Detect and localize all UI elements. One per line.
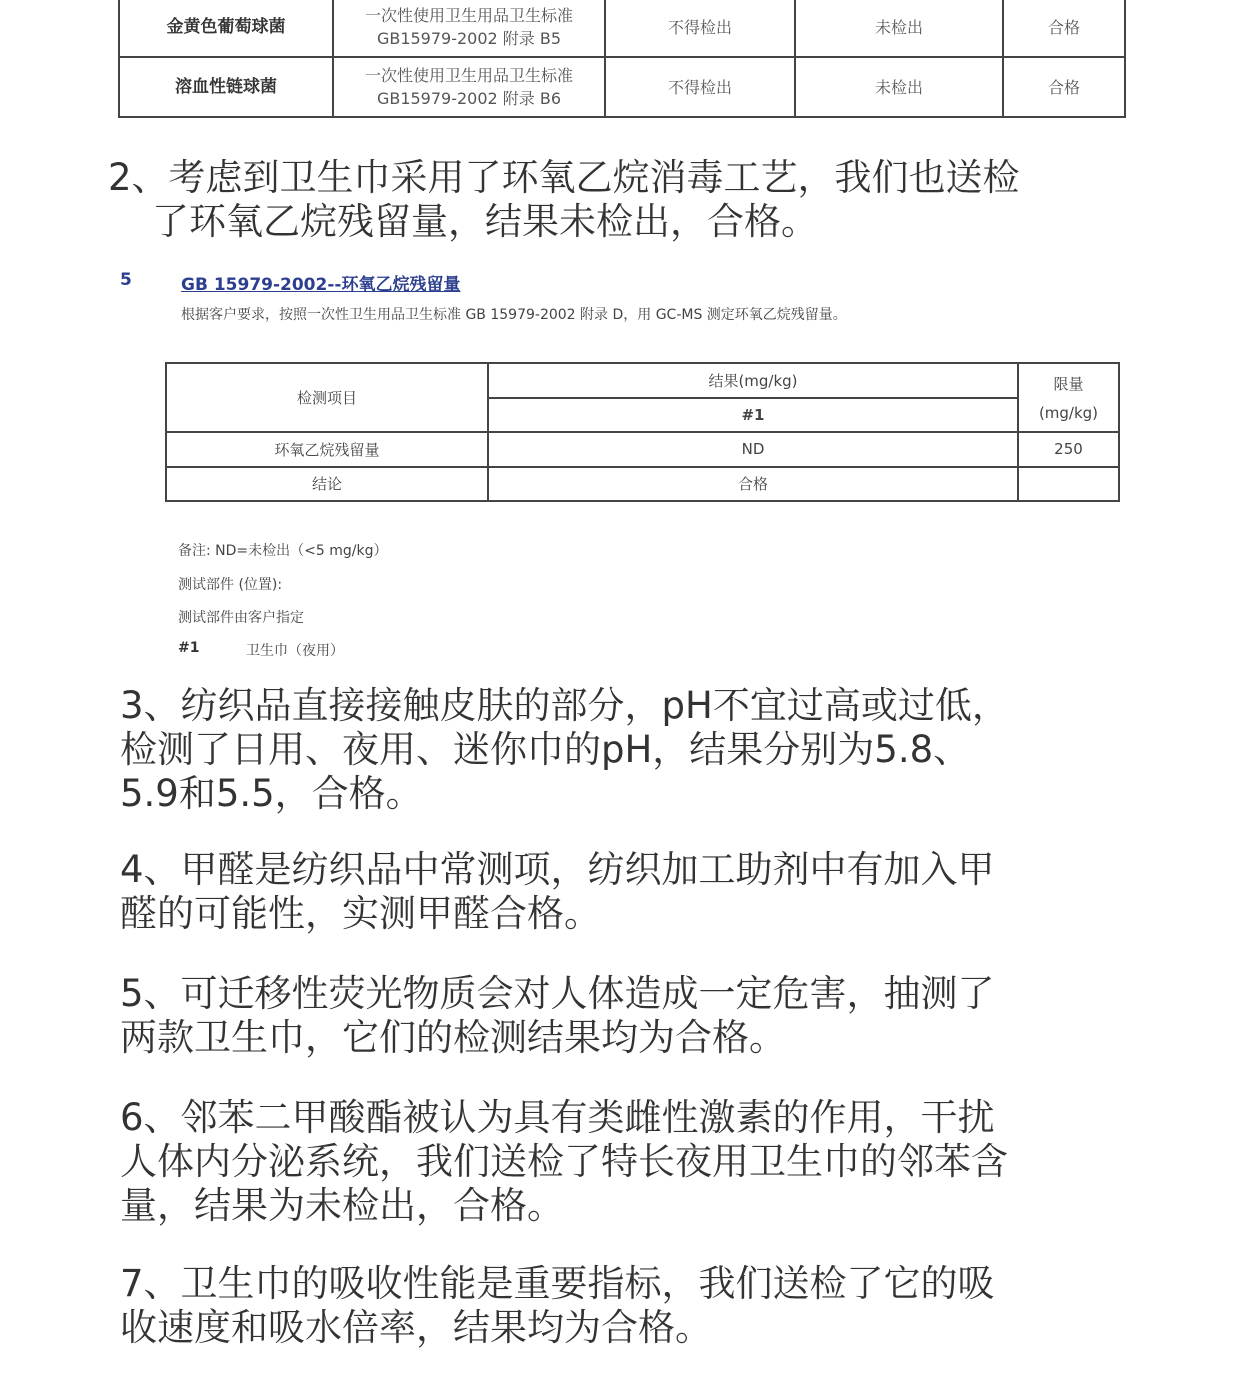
paragraph-line: 了环氧乙烷残留量，结果未检出，合格。	[152, 200, 818, 243]
paragraph-line: 7、卫生巾的吸收性能是重要指标，我们送检了它的吸	[120, 1262, 995, 1305]
paragraph-line: 3、纺织品直接接触皮肤的部分，pH不宜过高或过低，	[120, 684, 1009, 727]
standard-name: 一次性使用卫生用品卫生标准	[364, 66, 573, 85]
header-result: 结果(mg/kg)	[488, 363, 1018, 398]
standard-cell	[333, 0, 605, 57]
verdict-cell: 合格	[1003, 0, 1125, 57]
paragraph-line: 2、考虑到卫生巾采用了环氧乙烷消毒工艺，我们也送检	[108, 156, 1020, 199]
requirement-cell: 不得检出	[605, 0, 795, 57]
note-remark: 备注: ND=未检出（<5 mg/kg）	[178, 543, 388, 559]
row-limit: 250	[1018, 432, 1119, 467]
standard-code: GB15979-2002 附录 B5	[376, 29, 562, 48]
paragraph-line: 人体内分泌系统，我们送检了特长夜用卫生巾的邻苯含	[120, 1140, 1008, 1183]
table-row	[166, 467, 1119, 502]
header-test-item: 检测项目	[166, 363, 488, 432]
table-row	[166, 363, 1119, 398]
section-number: 5	[120, 270, 132, 290]
paragraph-line: 收速度和吸水倍率，结果均为合格。	[120, 1306, 712, 1349]
paragraph-line: 5.9和5.5，合格。	[120, 772, 423, 815]
paragraph-line: 量，结果为未检出，合格。	[120, 1184, 564, 1227]
header-limit-label: 限量	[1053, 375, 1084, 393]
paragraph-4	[120, 848, 995, 936]
table-row	[119, 0, 1125, 57]
standard-name: 一次性使用卫生用品卫生标准	[364, 6, 573, 25]
paragraph-line: 4、甲醛是纺织品中常测项，纺织加工助剂中有加入甲	[120, 848, 995, 891]
test-item-cell: 金黄色葡萄球菌	[119, 0, 333, 57]
standard-code: GB15979-2002 附录 B6	[376, 89, 562, 108]
result-cell: 未检出	[795, 0, 1003, 57]
section-title: GB 15979-2002--环氧乙烷残留量	[181, 275, 461, 295]
conclusion-limit-empty	[1018, 467, 1119, 502]
header-limit	[1018, 363, 1119, 432]
verdict-cell: 合格	[1003, 57, 1125, 117]
paragraph-line: 两款卫生巾，它们的检测结果均为合格。	[120, 1016, 786, 1059]
note-sample-desc: 卫生巾（夜用）	[246, 643, 344, 659]
header-sample: #1	[488, 398, 1018, 433]
row-result: ND	[488, 432, 1018, 467]
ethylene-oxide-table	[165, 362, 1120, 502]
conclusion-value: 合格	[488, 467, 1018, 502]
paragraph-line: 醛的可能性，实测甲醛合格。	[120, 892, 601, 935]
section-description: 根据客户要求，按照一次性卫生用品卫生标准 GB 15979-2002 附录 D，用 GC-MS 测定环氧乙烷残留量。	[181, 307, 847, 323]
table-row	[119, 57, 1125, 117]
note-sample-id: #1	[178, 640, 200, 656]
conclusion-label: 结论	[166, 467, 488, 502]
note-test-part-spec: 测试部件由客户指定	[178, 610, 304, 626]
note-test-part: 测试部件 (位置):	[178, 577, 283, 593]
standard-cell	[333, 57, 605, 117]
paragraph-line: 5、可迁移性荧光物质会对人体造成一定危害，抽测了	[120, 972, 995, 1015]
paragraph-6	[120, 1096, 1008, 1228]
requirement-cell: 不得检出	[605, 57, 795, 117]
table-row	[166, 432, 1119, 467]
row-test-item: 环氧乙烷残留量	[166, 432, 488, 467]
microbe-result-table	[118, 0, 1126, 118]
paragraph-2	[108, 156, 1020, 244]
paragraph-line: 检测了日用、夜用、迷你巾的pH，结果分别为5.8、	[120, 728, 971, 771]
paragraph-5	[120, 972, 995, 1060]
paragraph-3	[120, 684, 1009, 816]
result-cell: 未检出	[795, 57, 1003, 117]
paragraph-7	[120, 1262, 995, 1350]
header-limit-unit: (mg/kg)	[1038, 404, 1099, 422]
test-item-cell: 溶血性链球菌	[119, 57, 333, 117]
paragraph-line: 6、邻苯二甲酸酯被认为具有类雌性激素的作用，干扰	[120, 1096, 995, 1139]
